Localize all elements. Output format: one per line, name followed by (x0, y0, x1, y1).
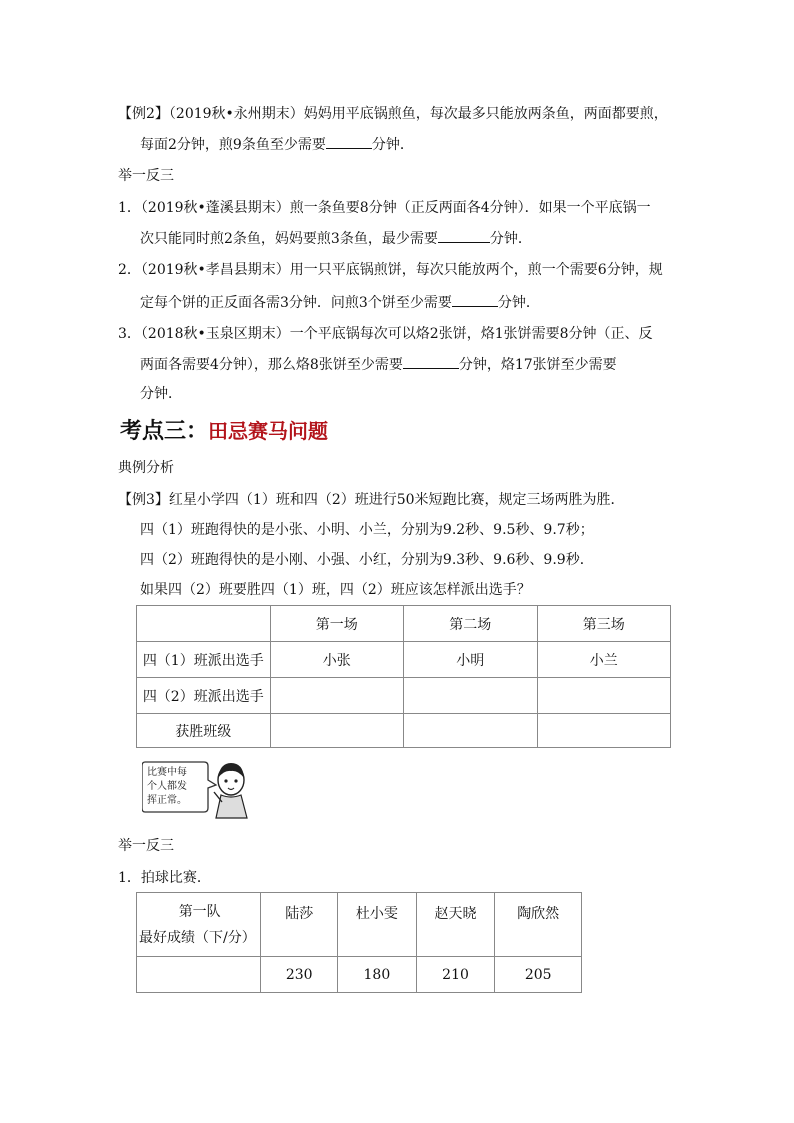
race-table (136, 605, 671, 748)
example3-label: 【例3】 (118, 492, 169, 508)
example3-line4: 如果四（2）班要胜四（1）班，四（2）班应该怎样派出选手？ (140, 582, 531, 598)
section-title: 考点三： (120, 419, 209, 444)
answer-blank[interactable] (403, 354, 459, 369)
speech-bubble-text: 比赛中每 个人都发 挥正常。 (147, 767, 187, 806)
example3-line2: 四（1）班跑得快的是小张、小明、小兰，分别为9.2秒、9.5秒、9.7秒； (140, 522, 594, 538)
example2-label: 【例2】 (118, 106, 169, 122)
practice-title: 举一反三 (118, 168, 174, 184)
answer-blank[interactable] (452, 292, 498, 307)
problem3-line1: 3．（2018秋•玉泉区期末）一个平底锅每次可以烙2张饼，烙1张饼需要8分钟（正、反 (118, 326, 653, 342)
problem1-line2: 次只能同时煎2条鱼，妈妈要煎3条鱼，最少需要 分钟． (140, 228, 532, 249)
table-row: 第一队 最好成绩（下/分） 陆莎 杜小雯 赵天晓 陶欣然 (137, 893, 582, 957)
problem1-line1: 1．（2019秋•蓬溪县期末）煎一条鱼要8分钟（正反两面各4分钟）．如果一个平底锅一 (118, 200, 651, 216)
table-row: 四（1）班派出选手 小张 小明 小兰 (137, 642, 671, 678)
section-heading (120, 414, 328, 445)
answer-blank[interactable] (326, 134, 372, 149)
table-row: 230 180 210 205 (137, 957, 582, 993)
example3-line1: 【例3】红星小学四（1）班和四（2）班进行50米短跑比赛，规定三场两胜为胜． (118, 492, 625, 508)
problem3-line2: 两面各需要4分钟），那么烙8张饼至少需要 分钟，烙17张饼至少需要 (140, 354, 617, 375)
problem4-line: 1．拍球比赛． (118, 870, 211, 886)
girl-illustration (142, 758, 254, 820)
ball-game-table (136, 892, 582, 993)
table-row: 获胜班级 (137, 714, 671, 748)
example3-line3: 四（2）班跑得快的是小刚、小强、小红，分别为9.3秒、9.6秒、9.9秒． (140, 552, 594, 568)
practice-title: 举一反三 (118, 838, 174, 854)
problem2-line2: 定每个饼的正反面各需3分钟．问煎3个饼至少需要 分钟． (140, 292, 540, 313)
problem2-line1: 2．（2019秋•孝昌县期末）用一只平底锅煎饼，每次只能放两个，煎一个需要6分钟，规 (118, 262, 663, 278)
analysis-title: 典例分析 (118, 460, 174, 476)
problem3-line3: 分钟． (140, 386, 182, 402)
example2-line1: 【例2】（2019秋•永州期末）妈妈用平底锅煎鱼，每次最多只能放两条鱼，两面都要煎， (118, 106, 668, 122)
table-row: 四（2）班派出选手 (137, 678, 671, 714)
section-subtitle: 田忌赛马问题 (208, 419, 329, 443)
answer-blank[interactable] (438, 228, 490, 243)
example2-line2: 每面2分钟，煎9条鱼至少需要 分钟． (140, 134, 414, 155)
table-row: 第一场 第二场 第三场 (137, 606, 671, 642)
